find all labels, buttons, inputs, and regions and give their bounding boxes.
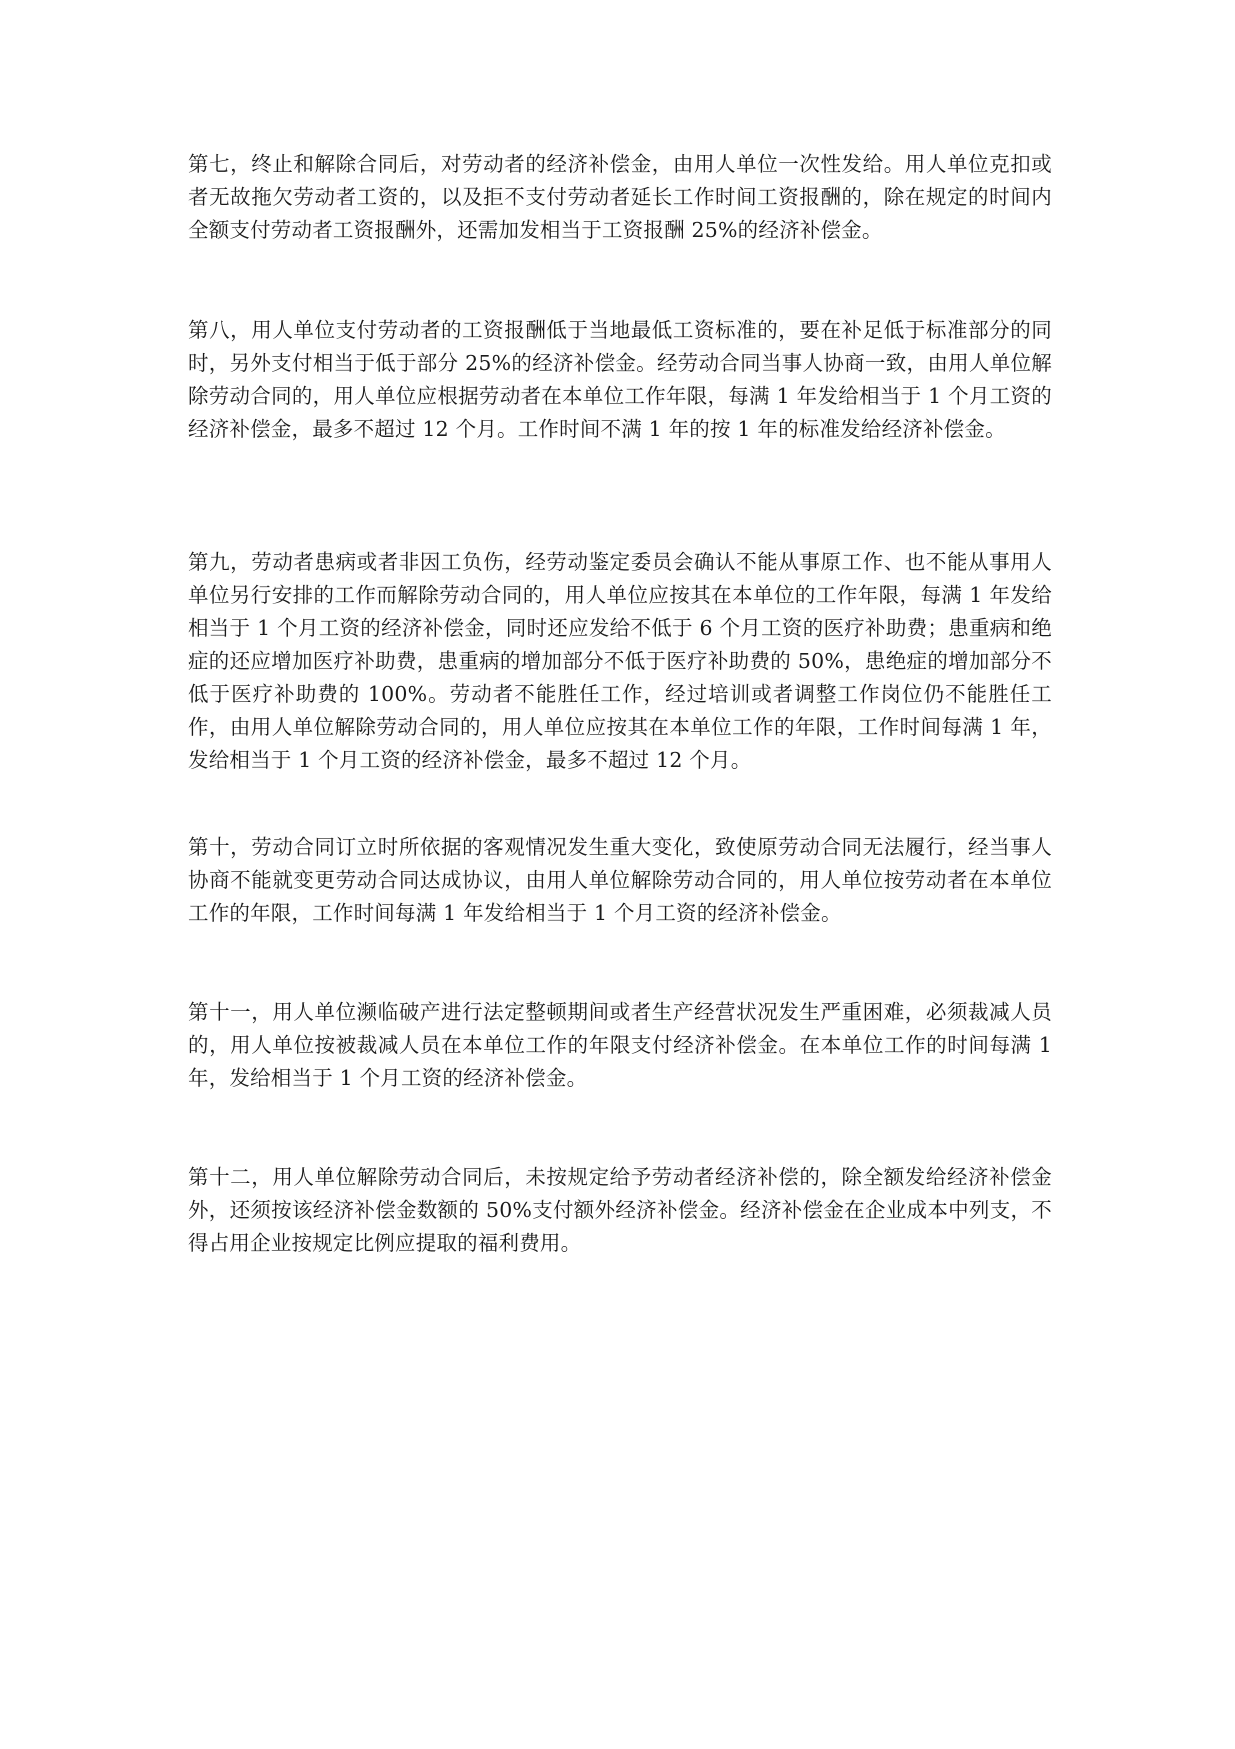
paragraph-article-9: 第九，劳动者患病或者非因工负伤，经劳动鉴定委员会确认不能从事原工作、也不能从事用人单位另行安排的工作而解除劳动合同的，用人单位应按其在本单位的工作年限，每满 1 年发给相当于 1 个月工资的经济补偿金，同时还应发给不低于 6 个月工资的医疗补助费；患重病和绝症的还应增加医疗补助费，患重病的增加部分不低于医疗补助费的 50%，患绝症的增加部分不低于医疗补助费的 100%。劳动者不能胜任工作，经过培训或者调整工作岗位仍不能胜任工作，由用人单位解除劳动合同的，用人单位应按其在本单位工作的年限，工作时间每满 1 年，发给相当于 1 个月工资的经济补偿金，最多不超过 12 个月。 bbox=[188, 550, 1052, 772]
paragraph-article-11: 第十一，用人单位濒临破产进行法定整顿期间或者生产经营状况发生严重困难，必须裁减人员的，用人单位按被裁减人员在本单位工作的年限支付经济补偿金。在本单位工作的时间每满 1 年，发给相当于 1 个月工资的经济补偿金。 bbox=[188, 1000, 1052, 1090]
paragraph-article-7: 第七，终止和解除合同后，对劳动者的经济补偿金，由用人单位一次性发给。用人单位克扣或者无故拖欠劳动者工资的，以及拒不支付劳动者延长工作时间工资报酬的，除在规定的时间内全额支付劳动者工资报酬外，还需加发相当于工资报酬 25%的经济补偿金。 bbox=[188, 152, 1052, 242]
paragraph-article-12: 第十二，用人单位解除劳动合同后，未按规定给予劳动者经济补偿的，除全额发给经济补偿金外，还须按该经济补偿金数额的 50%支付额外经济补偿金。经济补偿金在企业成本中列支，不得占用企业按规定比例应提取的福利费用。 bbox=[188, 1165, 1052, 1255]
paragraph-article-10: 第十，劳动合同订立时所依据的客观情况发生重大变化，致使原劳动合同无法履行，经当事人协商不能就变更劳动合同达成协议，由用人单位解除劳动合同的，用人单位按劳动者在本单位工作的年限，工作时间每满 1 年发给相当于 1 个月工资的经济补偿金。 bbox=[188, 835, 1052, 925]
paragraph-article-8: 第八，用人单位支付劳动者的工资报酬低于当地最低工资标准的，要在补足低于标准部分的同时，另外支付相当于低于部分 25%的经济补偿金。经劳动合同当事人协商一致，由用人单位解除劳动合同的，用人单位应根据劳动者在本单位工作年限，每满 1 年发给相当于 1 个月工资的经济补偿金，最多不超过 12 个月。工作时间不满 1 年的按 1 年的标准发给经济补偿金。 bbox=[188, 318, 1052, 441]
